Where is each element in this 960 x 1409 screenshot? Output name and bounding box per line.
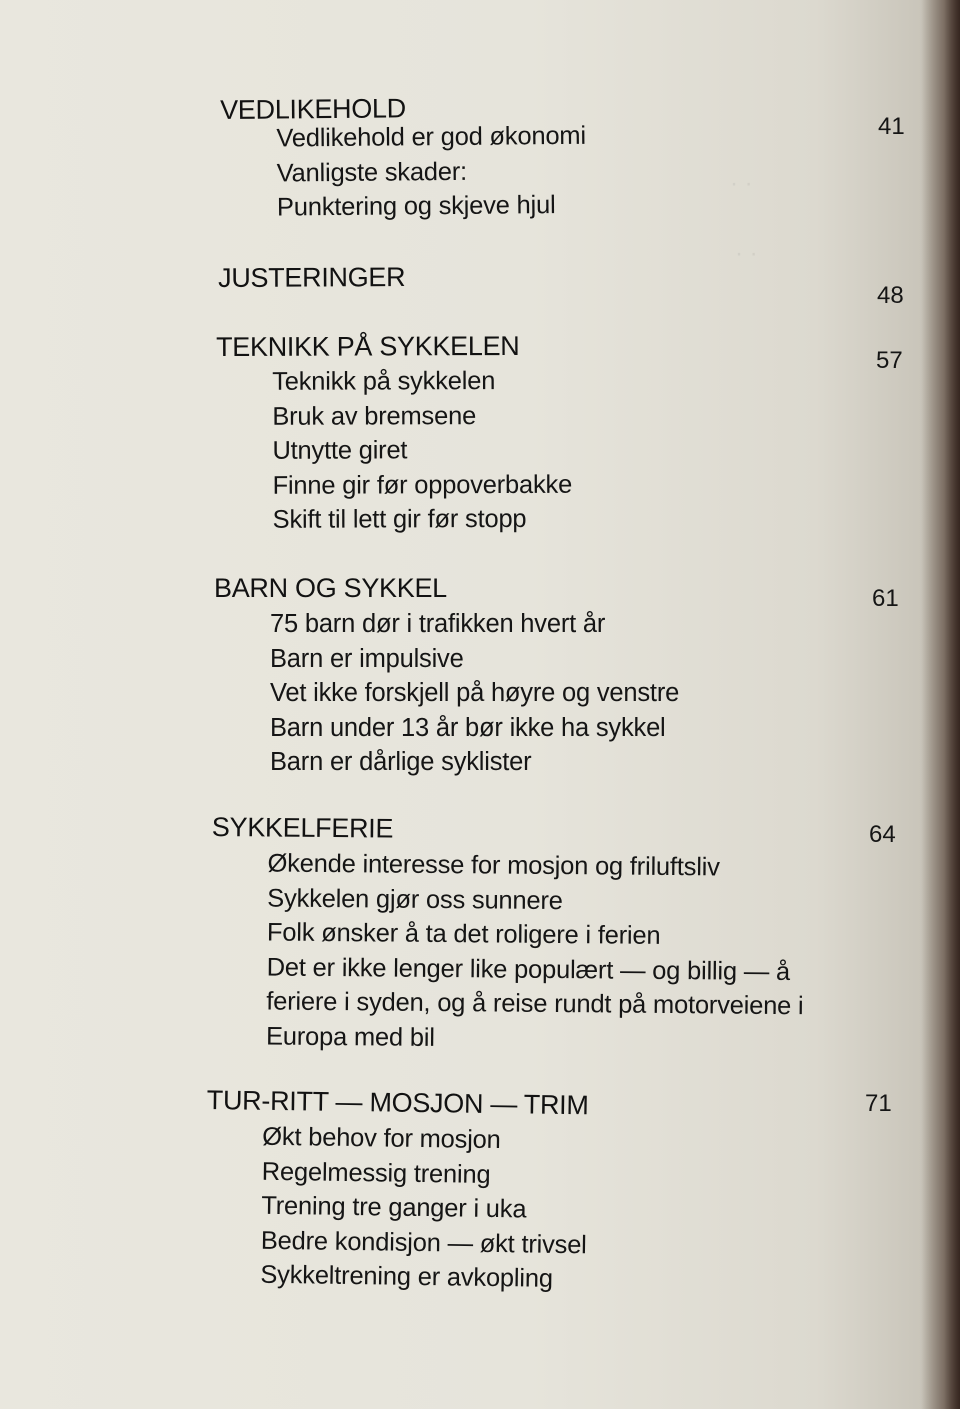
toc-item: Vanligste skader: [276,157,468,188]
toc-item: Barn under 13 år bør ikke ha sykkel [270,713,666,742]
section-heading: SYKKELFERIE [211,812,394,844]
toc-item: Teknikk på sykkelen [272,367,496,396]
section-items [276,119,586,225]
toc-item: Vedlikehold er god økonomi [276,121,586,153]
toc-section-justeringer [218,259,918,293]
toc-item: Økt behov for mosjon [262,1122,501,1155]
toc-item: Trening tre ganger i uka [261,1191,527,1224]
toc-item: Sykkeltrening er avkopling [260,1260,553,1293]
toc-item: Det er ikke lenger like populært — og billig — å [266,952,791,986]
section-items [266,846,805,1058]
section-items [260,1120,588,1297]
toc-item: Sykkelen gjør oss sunnere [267,883,563,915]
page-number: 48 [877,282,904,309]
toc-item: Bedre kondisjon — økt trivsel [260,1226,587,1259]
section-heading: VEDLIKEHOLD [220,93,407,125]
page-number: 61 [872,585,899,612]
toc-item: Barn er impulsive [270,644,464,673]
toc-item: Bruk av bremsene [272,401,477,431]
section-heading: BARN OG SYKKEL [214,573,447,603]
section-items [270,607,679,780]
toc-item: Finne gir før oppoverbakke [272,470,573,500]
toc-item: Økende interesse for mosjon og friluftsliv [267,849,720,882]
toc-item: Europa med bil [265,1021,435,1052]
show-through-smudge: · · [735,240,758,267]
toc-item: Vet ikke forskjell på høyre og venstre [270,679,680,707]
page-number: 71 [865,1090,892,1117]
section-items [272,364,572,538]
toc-item: feriere i syden, og å reise rundt på motorveiene i [266,987,804,1021]
toc-item: Folk ønsker å ta det roligere i ferien [266,918,661,950]
page-number: 57 [876,347,903,374]
page-number: 64 [869,821,896,848]
show-through-smudge: · · [730,170,753,197]
toc-item: Barn er dårlige syklister [270,748,532,776]
page-number: 41 [878,113,905,140]
toc-item: Skift til lett gir før stopp [272,504,527,534]
toc-item: Utnytte giret [272,436,408,465]
section-heading: TEKNIKK PÅ SYKKELEN [216,330,520,362]
section-heading: JUSTERINGER [218,262,406,293]
toc-item: Punktering og skjeve hjul [276,191,556,222]
toc-item: 75 barn dør i trafikken hvert år [270,610,606,638]
section-heading: TUR-RITT — MOSJON — TRIM [206,1085,589,1121]
toc-item: Regelmessig trening [261,1157,491,1189]
